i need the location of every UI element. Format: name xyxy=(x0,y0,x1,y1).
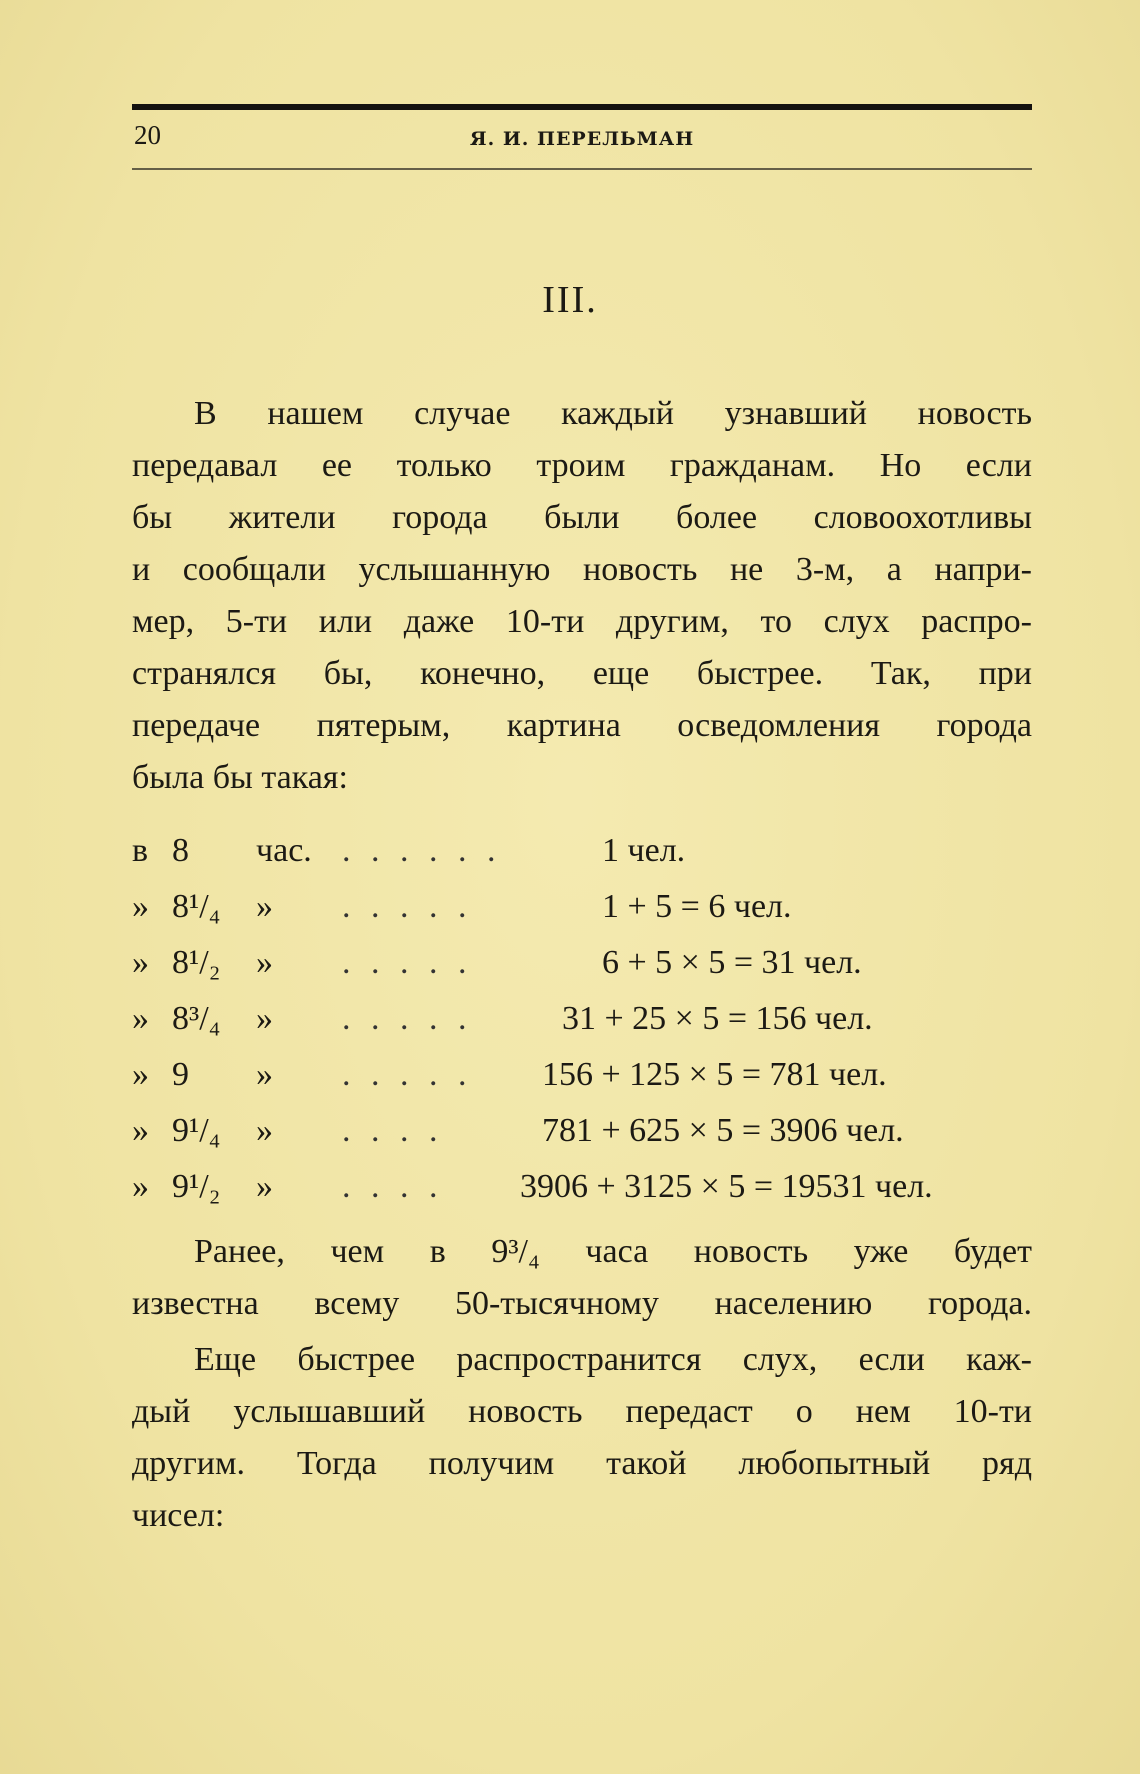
table-row xyxy=(132,1056,1032,1112)
paragraph-3 xyxy=(132,1334,1032,1542)
text-line: передавал ее только троим гражданам. Но если xyxy=(132,447,1032,484)
row-unit: » xyxy=(256,1168,273,1205)
row-prefix: в xyxy=(132,832,149,869)
row-result: 6 + 5 × 5 = 31 чел. xyxy=(602,944,862,981)
row-unit: час. xyxy=(256,832,312,869)
row-leader-dots: . . . . . xyxy=(342,1000,473,1037)
running-head: Я. И. ПЕРЕЛЬМАН xyxy=(469,128,695,150)
paragraph-1 xyxy=(132,388,1032,804)
row-time: 8 xyxy=(172,832,189,869)
row-leader-dots: . . . . xyxy=(342,1112,444,1149)
row-prefix: » xyxy=(132,1168,149,1205)
row-result: 1 + 5 = 6 чел. xyxy=(602,888,792,925)
text-line: была бы такая: xyxy=(132,759,348,796)
row-unit: » xyxy=(256,944,273,981)
table-row xyxy=(132,888,1032,944)
rumor-spread-table xyxy=(132,832,1032,1224)
row-leader-dots: . . . . . xyxy=(342,944,473,981)
text-line: Еще быстрее распространится слух, если каж- xyxy=(194,1341,1032,1378)
text-line: другим. Тогда получим такой любопытный ряд xyxy=(132,1445,1032,1482)
row-time: 9¹/₂ xyxy=(172,1168,221,1205)
text-line: бы жители города были более словоохотливы xyxy=(132,499,1032,536)
table-row xyxy=(132,1000,1032,1056)
text-line: мер, 5-ти или даже 10-ти другим, то слух распро- xyxy=(132,603,1032,640)
table-row xyxy=(132,944,1032,1000)
row-leader-dots: . . . . . xyxy=(342,1056,473,1093)
row-time: 9 xyxy=(172,1056,189,1093)
table-row xyxy=(132,1112,1032,1168)
row-prefix: » xyxy=(132,1112,149,1149)
row-leader-dots: . . . . xyxy=(342,1168,444,1205)
row-result: 781 + 625 × 5 = 3906 чел. xyxy=(542,1112,904,1149)
text-line: В нашем случае каждый узнавший новость xyxy=(194,395,1032,432)
text-line: чисел: xyxy=(132,1497,225,1534)
row-leader-dots: . . . . . xyxy=(342,888,473,925)
row-result: 1 чел. xyxy=(602,832,686,869)
row-time: 8¹/₄ xyxy=(172,888,221,925)
text-line: известна всему 50-тысячному населению города. xyxy=(132,1285,1032,1322)
row-prefix: » xyxy=(132,888,149,925)
page-number: 20 xyxy=(134,120,161,150)
row-result: 3906 + 3125 × 5 = 19531 чел. xyxy=(520,1168,933,1205)
text-line: передаче пятерым, картина осведомления города xyxy=(132,707,1032,744)
row-time: 9¹/₄ xyxy=(172,1112,221,1149)
table-row xyxy=(132,832,1032,888)
text-line: и сообщали услышанную новость не 3-м, а напри- xyxy=(132,551,1032,588)
row-unit: » xyxy=(256,1112,273,1149)
row-time: 8¹/₂ xyxy=(172,944,221,981)
row-prefix: » xyxy=(132,1000,149,1037)
section-title: III. xyxy=(542,279,598,321)
row-prefix: » xyxy=(132,1056,149,1093)
row-unit: » xyxy=(256,1000,273,1037)
row-leader-dots: . . . . . . xyxy=(342,832,502,869)
text-line: странялся бы, конечно, еще быстрее. Так, при xyxy=(132,655,1032,692)
header-rule-thin xyxy=(132,168,1032,170)
row-result: 156 + 125 × 5 = 781 чел. xyxy=(542,1056,887,1093)
header-rule-thick xyxy=(132,104,1032,110)
row-time: 8³/₄ xyxy=(172,1000,221,1037)
row-prefix: » xyxy=(132,944,149,981)
page-header xyxy=(132,118,1032,158)
text-line: дый услышавший новость передаст о нем 10-ти xyxy=(132,1393,1032,1430)
row-result: 31 + 25 × 5 = 156 чел. xyxy=(562,1000,873,1037)
row-unit: » xyxy=(256,1056,273,1093)
paragraph-2 xyxy=(132,1226,1032,1330)
row-unit: » xyxy=(256,888,273,925)
table-row xyxy=(132,1168,1032,1224)
text-line: Ранее, чем в 9³/₄ часа новость уже будет xyxy=(194,1233,1032,1270)
